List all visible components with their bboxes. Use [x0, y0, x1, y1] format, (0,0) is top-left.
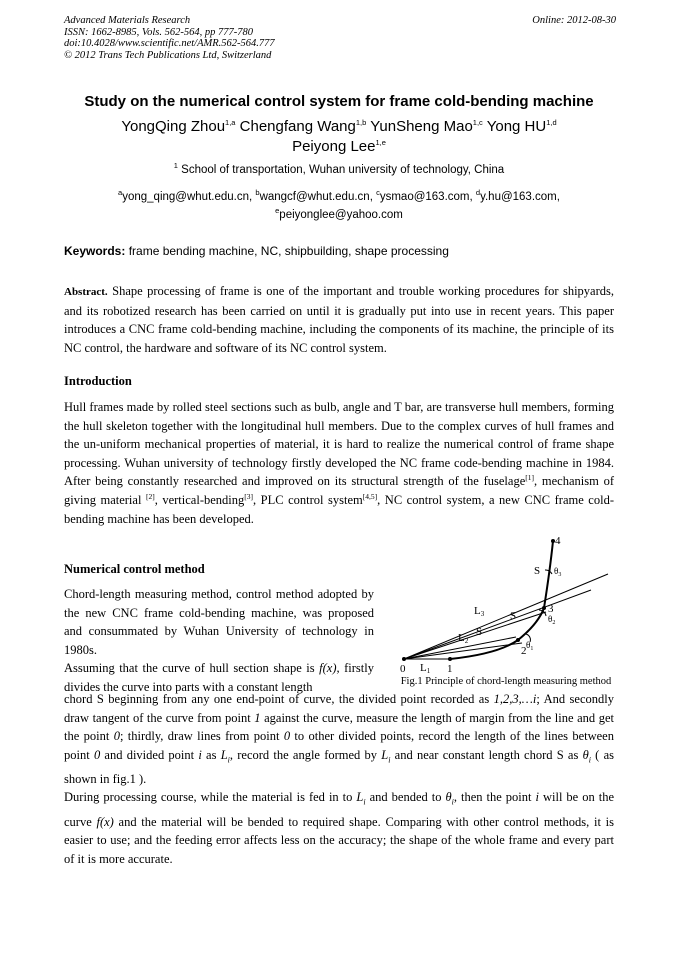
author-name: YunSheng Mao [370, 118, 473, 135]
abstract-label: Abstract. [64, 286, 108, 298]
author-sup: 1,e [375, 138, 386, 147]
nc-text: ; And secondly draw tangent of the curve from point [64, 692, 614, 725]
label-theta-2: $\theta_2$ [548, 614, 556, 626]
journal-header [64, 15, 616, 61]
nc-math: i [388, 755, 391, 765]
line-L3 [404, 590, 591, 659]
nc-math: f(x), [319, 661, 340, 676]
email-link[interactable]: wangcf@whut.edu.cn, [259, 191, 373, 203]
nc-math: i [588, 755, 591, 765]
author-sup: 1,c [472, 118, 483, 127]
nc-math: θ [582, 747, 589, 762]
label-point-4: 4 [555, 535, 561, 547]
intro-text: Hull frames made by rolled steel sections such as bulb, angle and T bar, are transverse hull members, forming the hull skeleton together with the longitudinal hull members. Due to the complex curves of hull frames and the un-uniform mechanical properties of material, it is hard to realize the numerical control of frame shape processing. Wuhan university of technology firstly developed the NC frame code-bending machine in 1984. After being constantly researched and improved on its structural strength of the fuselage [64, 400, 614, 489]
nc-math: i [198, 747, 202, 762]
label-point-0: 0 [400, 663, 406, 675]
introduction-paragraph [64, 398, 614, 528]
label-S2: S [510, 610, 517, 622]
nc-text: , then the point [453, 790, 536, 805]
nc-text: and the material will be bended to required shape. Comparing with other control methods, it is easier to use; and the feeding error affects less on the accuracy; the shape of the whole frame and every part of it is more accurate. [64, 814, 614, 866]
nc-paragraph-3 [64, 690, 614, 868]
nc-math: 0 [93, 747, 101, 762]
email-link[interactable]: peiyonglee@yahoo.com [279, 209, 403, 221]
nc-math: 0 [283, 729, 291, 744]
author-sup: 1,a [225, 118, 236, 127]
label-theta-1: $\theta_1$ [526, 640, 534, 652]
doi-line: doi:10.4028/www.scientific.net/AMR.562-564.777 [64, 38, 275, 49]
email-link[interactable]: y.hu@163.com, [480, 191, 560, 203]
affiliation-text: School of transportation, Wuhan university of technology, China [181, 164, 505, 176]
citation[interactable]: [3] [244, 491, 254, 501]
nc-text: as [201, 747, 221, 762]
point-0 [402, 657, 406, 661]
nc-math: L [381, 747, 389, 762]
nc-math: i [227, 755, 230, 765]
nc-math: i [535, 790, 539, 805]
nc-math: i [363, 797, 366, 807]
journal-name: Advanced Materials Research [64, 15, 191, 26]
nc-text: chord S beginning from any one end-point of curve, the divided point recorded as [64, 692, 494, 706]
label-point-3: 3 [548, 603, 554, 615]
author-sup: 1,d [546, 118, 557, 127]
intro-text: , mechanism of giving material [64, 474, 615, 507]
nc-math: L [220, 747, 228, 762]
nc-text: firstly divides the curve into parts with a constant length [64, 661, 374, 694]
nc-math: 1,2,3,…i [493, 692, 537, 706]
affiliation [40, 161, 638, 176]
label-S3: S [534, 565, 541, 577]
nc-text: , record the angle formed by [229, 747, 382, 762]
nc-text: ; thirdly, draw lines from point [119, 729, 284, 744]
author-list [40, 117, 638, 157]
nc-left-column [64, 585, 374, 697]
email-link[interactable]: yong_qing@whut.edu.cn, [122, 191, 253, 203]
email-sup: d [475, 188, 481, 198]
section-heading-numerical-control: Numerical control method [64, 562, 205, 576]
issn-line: ISSN: 1662-8985, Vols. 562-564, pp 777-780 [64, 26, 253, 38]
author-name: Peiyong Lee [292, 138, 376, 155]
nc-paragraph-1: Chord-length measuring method, control method adopted by the new CNC frame cold-bending machine, was proposed and consummated by Wuhan University of technology in 1980s. [64, 587, 374, 657]
author-name: YongQing Zhou [121, 118, 226, 135]
email-list [40, 188, 638, 224]
keywords-text: frame bending machine, NC, shipbuilding, shape processing [128, 244, 449, 258]
label-L1: L1 [420, 662, 431, 675]
keywords [64, 244, 449, 258]
label-theta-3: $\theta_3$ [554, 566, 562, 578]
label-S1: S [476, 626, 483, 638]
nc-text: and divided point [100, 747, 199, 762]
citation[interactable]: [4,5] [362, 491, 378, 501]
email-sup: c [376, 188, 380, 198]
figure-caption: Fig.1 Principle of chord-length measuring method [400, 676, 612, 687]
intro-text: , NC control system, a new CNC frame cold-bending machine has been developed. [64, 492, 614, 526]
chord-length-figure [388, 530, 620, 692]
author-sup: 1,b [355, 118, 367, 127]
nc-text: ( as shown in fig.1 ). [64, 747, 614, 786]
abstract [64, 282, 614, 357]
nc-math: θ [445, 790, 452, 805]
abstract-text: Shape processing of frame is one of the important and trouble working procedures for shipyards, and its robotized research has been carried on until it is gradually put into use in recent years. This paper introduces a CNC frame cold-bending machine, including the components of its machine, the principle of its NC control, the hardware and software of its NC control system. [64, 284, 614, 355]
nc-math: L [356, 790, 364, 805]
point-3 [542, 606, 546, 610]
intro-text: , PLC control system [253, 492, 363, 507]
email-sup: a [118, 188, 123, 198]
label-L3: L3 [474, 605, 485, 618]
nc-math: 1 [254, 710, 261, 725]
label-point-1: 1 [447, 663, 453, 675]
author-name: Yong HU [486, 118, 547, 135]
nc-text: to other divided points, record the length of the lines between point [64, 729, 614, 762]
paper-title: Study on the numerical control system for frame cold-bending machine [84, 93, 594, 110]
point-2 [516, 638, 520, 642]
label-point-2: 2 [521, 645, 527, 657]
nc-math: 0 [113, 729, 120, 744]
nc-text: Assuming that the curve of hull section shape is [64, 661, 320, 676]
nc-math: i [451, 797, 454, 807]
nc-text: against the curve, measure the length of margin from the line and get the point [64, 710, 615, 744]
section-heading-introduction: Introduction [64, 374, 132, 388]
nc-text: and near constant length chord S as [390, 747, 583, 762]
intro-text: , vertical-bending [154, 492, 245, 507]
affiliation-sup: 1 [173, 161, 178, 171]
copyright-line: © 2012 Trans Tech Publications Ltd, Switzerland [64, 49, 272, 61]
nc-text: and bended to [365, 790, 446, 805]
citation[interactable]: [2] [145, 491, 155, 501]
email-sup: b [255, 188, 260, 198]
nc-math: f(x) [96, 814, 114, 829]
nc-text: will be on the curve [64, 790, 615, 829]
email-sup: e [275, 206, 280, 216]
email-link[interactable]: ysmao@163.com, [379, 191, 473, 203]
nc-text: During processing course, while the material is fed in to [64, 790, 357, 805]
citation[interactable]: [1] [525, 473, 534, 483]
author-name: Chengfang Wang [239, 118, 356, 135]
point-1 [448, 657, 452, 661]
keywords-label: Keywords: [64, 244, 126, 258]
online-date: Online: 2012-08-30 [532, 15, 616, 26]
label-L2: L2 [458, 632, 469, 645]
